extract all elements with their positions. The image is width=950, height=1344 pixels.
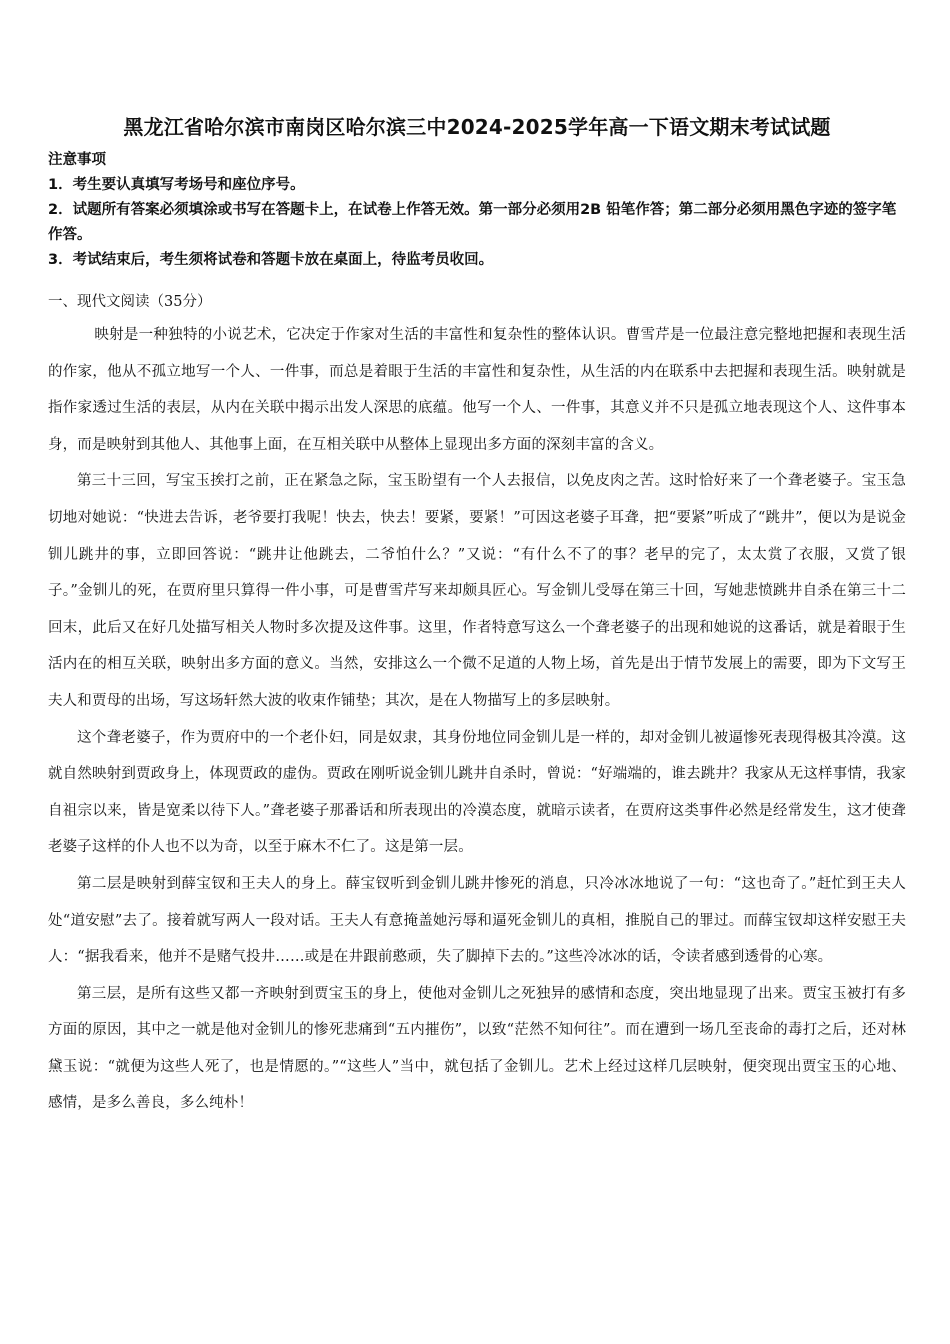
paragraph-5: 第三层，是所有这些又都一齐映射到贾宝玉的身上，使他对金钏儿之死独异的感情和态度，突出地显现了出来。贾宝玉被打有多方面的原因，其中之一就是他对金钏儿的惨死悲痛到“五内摧伤”，以致“茫然不知何往”。而在遭到一场几至丧命的毒打之后，还对林黛玉说：“就便为这些人死了，也是情愿的。”“这些人”当中，就包括了金钏儿。艺术上经过这样几层映射，便突现出贾宝玉的心地、感情，是多么善良，多么纯朴！ xyxy=(48,985,906,1112)
paragraph-4: 第二层是映射到薛宝钗和王夫人的身上。薛宝钗听到金钏儿跳井惨死的消息，只冷冰冰地说了一句：“这也奇了。”赶忙到王夫人处“道安慰”去了。接着就写两人一段对话。王夫人有意掩盖她污辱和逼死金钏儿的真相，推脱自己的罪过。而薛宝钗却这样安慰王夫人：“据我看来，他并不是赌气投井……或是在井跟前憨顽，失了脚掉下去的。”这些冷冰冰的话，令读者感到透骨的心寒。 xyxy=(48,875,906,966)
notice-item-2: 2．试题所有答案必须填涂或书写在答题卡上，在试卷上作答无效。第一部分必须用2B 铅笔作答；第二部分必须用黑色字迹的签字笔作答。 xyxy=(48,202,897,243)
paragraph-2: 第三十三回，写宝玉挨打之前，正在紧急之际，宝玉盼望有一个人去报信，以免皮肉之苦。这时恰好来了一个聋老婆子。宝玉急切地对她说：“快进去告诉，老爷要打我呢！快去，快去！要紧，要紧！”可因这老婆子耳聋，把“要紧”听成了“跳井”，便以为是说金钏儿跳井的事，立即回答说：“跳井让他跳去，二爷怕什么？”又说：“有什么不了的事？老早的完了，太太赏了衣服，又赏了银子。”金钏儿的死，在贾府里只算得一件小事，可是曹雪芹写来却颇具匠心。写金钏儿受辱在第三十回，写她悲愤跳井自杀在第三十二回末，此后又在好几处描写相关人物时多次提及这件事。这里，作者特意写这么一个聋老婆子的出现和她说的这番话，就是着眼于生活内在的相互关联，映射出多方面的意义。当然，安排这么一个微不足道的人物上场，首先是出于情节发展上的需要，即为下文写王夫人和贾母的出场，写这场轩然大波的收束作铺垫；其次，是在人物描写上的多层映射。 xyxy=(48,473,906,709)
notice-item-3: 3．考试结束后，考生须将试卷和答题卡放在桌面上，待监考员收回。 xyxy=(48,252,494,268)
paragraph-1: 映射是一种独特的小说艺术，它决定于作家对生活的丰富性和复杂性的整体认识。曹雪芹是一位最注意完整地把握和表现生活的作家，他从不孤立地写一个人、一件事，而总是着眼于生活的丰富性和复杂性，从生活的内在联系中去把握和表现生活。映射就是指作家透过生活的表层，从内在关联中揭示出发人深思的底蕴。他写一个人、一件事，其意义并不只是孤立地表现这个人、这件事本身，而是映射到其他人、其他事上面，在互相关联中从整体上显现出多方面的深刻丰富的含义。 xyxy=(48,327,906,453)
notice-item-1: 1．考生要认真填写考场号和座位序号。 xyxy=(48,177,305,193)
document-title: 黑龙江省哈尔滨市南岗区哈尔滨三中2024-2025学年高一下语文期末考试试题 xyxy=(123,115,831,139)
notice-section xyxy=(48,148,906,273)
reading-section xyxy=(48,287,906,1122)
paragraph-3: 这个聋老婆子，作为贾府中的一个老仆妇，同是奴隶，其身份地位同金钏儿是一样的，却对金钏儿被逼惨死表现得极其冷漠。这就自然映射到贾政身上，体现贾政的虚伪。贾政在刚听说金钏儿跳井自杀时，曾说：“好端端的，谁去跳井？我家从无这样事情，我家自祖宗以来，皆是宽柔以待下人。”聋老婆子那番话和所表现出的冷漠态度，就暗示读者，在贾府这类事件必然是经常发生，这才使聋老婆子这样的仆人也不以为奇，以至于麻木不仁了。这是第一层。 xyxy=(48,729,906,856)
section-heading: 一、现代文阅读（35分） xyxy=(48,294,212,310)
notice-heading: 注意事项 xyxy=(48,152,106,168)
